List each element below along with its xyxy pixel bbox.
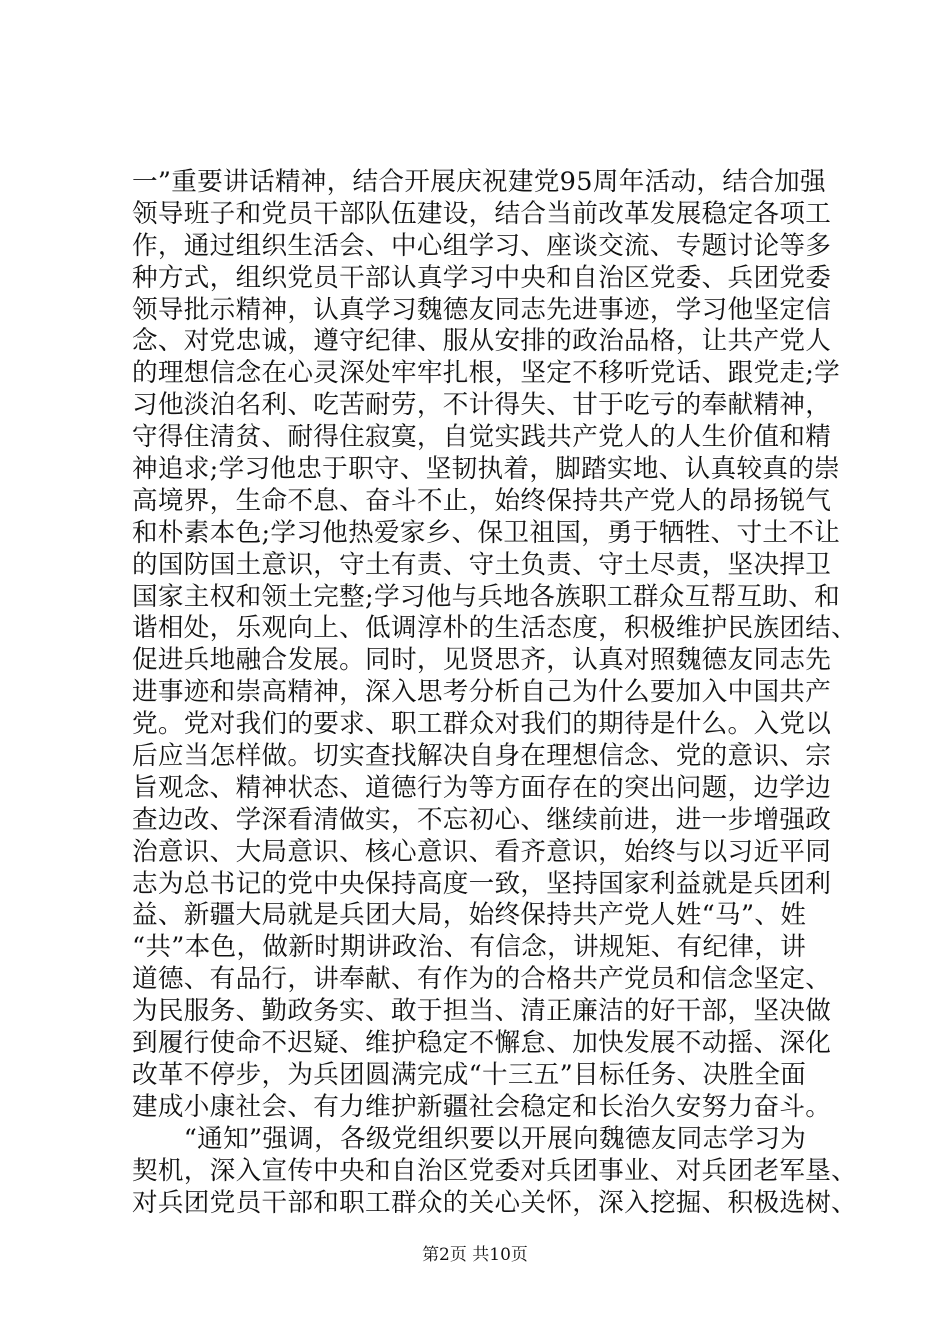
text-line: “通知”强调，各级党组织要以开展向魏德友同志学习为 [132,1123,807,1154]
text-line: 契机，深入宣传中央和自治区党委对兵团事业、对兵团老军垦、 [132,1155,858,1186]
text-line: 益、新疆大局就是兵团大局，始终保持共产党人姓“马”、姓 [132,900,807,931]
text-line: 念、对党忠诚，遵守纪律、服从安排的政治品格，让共产党人 [132,326,832,357]
text-line: 道德、有品行，讲奉献、有作为的合格共产党员和信念坚定、 [132,964,832,995]
text-line: 建成小康社会、有力维护新疆社会稳定和长治久安努力奋斗。 [132,1091,832,1122]
text-line: 领导批示精神，认真学习魏德友同志先进事迹，学习他坚定信 [132,294,832,325]
text-line: 改革不停步，为兵团圆满完成“十三五”目标任务、决胜全面 [132,1059,807,1090]
text-line: 一”重要讲话精神，结合开展庆祝建党95周年活动，结合加强 [132,167,826,197]
text-line: “共”本色，做新时期讲政治、有信念，讲规矩、有纪律，讲 [132,932,807,963]
text-line: 促进兵地融合发展。同时，见贤思齐，认真对照魏德友同志先 [132,645,832,676]
text-line: 守得住清贫、耐得住寂寞，自觉实践共产党人的人生价值和精 [132,422,832,453]
text-line: 志为总书记的党中央保持高度一致，坚持国家利益就是兵团利 [132,868,832,899]
text-line: 的理想信念在心灵深处牢牢扎根，坚定不移听党话、跟党走;学 [132,358,841,389]
text-line: 旨观念、精神状态、道德行为等方面存在的突出问题，边学边 [132,772,832,803]
text-line: 为民服务、勤政务实、敢于担当、清正廉洁的好干部，坚决做 [132,996,832,1027]
text-line: 治意识、大局意识、核心意识、看齐意识，始终与以习近平同 [132,836,832,867]
text-line: 到履行使命不迟疑、维护稳定不懈怠、加快发展不动摇、深化 [132,1028,832,1059]
page-footer: 第2页 共10页 [422,1245,528,1265]
text-line: 的国防国土意识，守土有责、守土负责、守土尽责，坚决捍卫 [132,549,832,580]
text-line: 高境界，生命不息、奋斗不止，始终保持共产党人的昂扬锐气 [132,485,832,516]
body-text [132,167,858,1219]
text-line: 和朴素本色;学习他热爱家乡、保卫祖国，勇于牺牲、寸土不让 [132,517,841,548]
text-line: 种方式，组织党员干部认真学习中央和自治区党委、兵团党委 [132,262,832,293]
text-line: 查边改、学深看清做实，不忘初心、继续前进，进一步增强政 [132,804,832,835]
text-line: 习他淡泊名利、吃苦耐劳，不计得失、甘于吃亏的奉献精神， [132,390,832,421]
text-line: 谐相处，乐观向上、低调淳朴的生活态度，积极维护民族团结、 [132,613,858,644]
text-line: 对兵团党员干部和职工群众的关心关怀，深入挖掘、积极选树、 [132,1187,858,1218]
text-line: 进事迹和崇高精神，深入思考分析自己为什么要加入中国共产 [132,677,832,708]
text-line: 党。党对我们的要求、职工群众对我们的期待是什么。入党以 [132,709,832,740]
text-line: 作，通过组织生活会、中心组学习、座谈交流、专题讨论等多 [132,230,832,261]
text-line: 领导班子和党员干部队伍建设，结合当前改革发展稳定各项工 [132,198,832,229]
text-line: 后应当怎样做。切实查找解决自身在理想信念、党的意识、宗 [132,741,832,772]
text-line: 神追求;学习他忠于职守、坚韧执着，脚踏实地、认真较真的崇 [132,454,841,485]
text-line: 国家主权和领土完整;学习他与兵地各族职工群众互帮互助、和 [132,581,841,612]
